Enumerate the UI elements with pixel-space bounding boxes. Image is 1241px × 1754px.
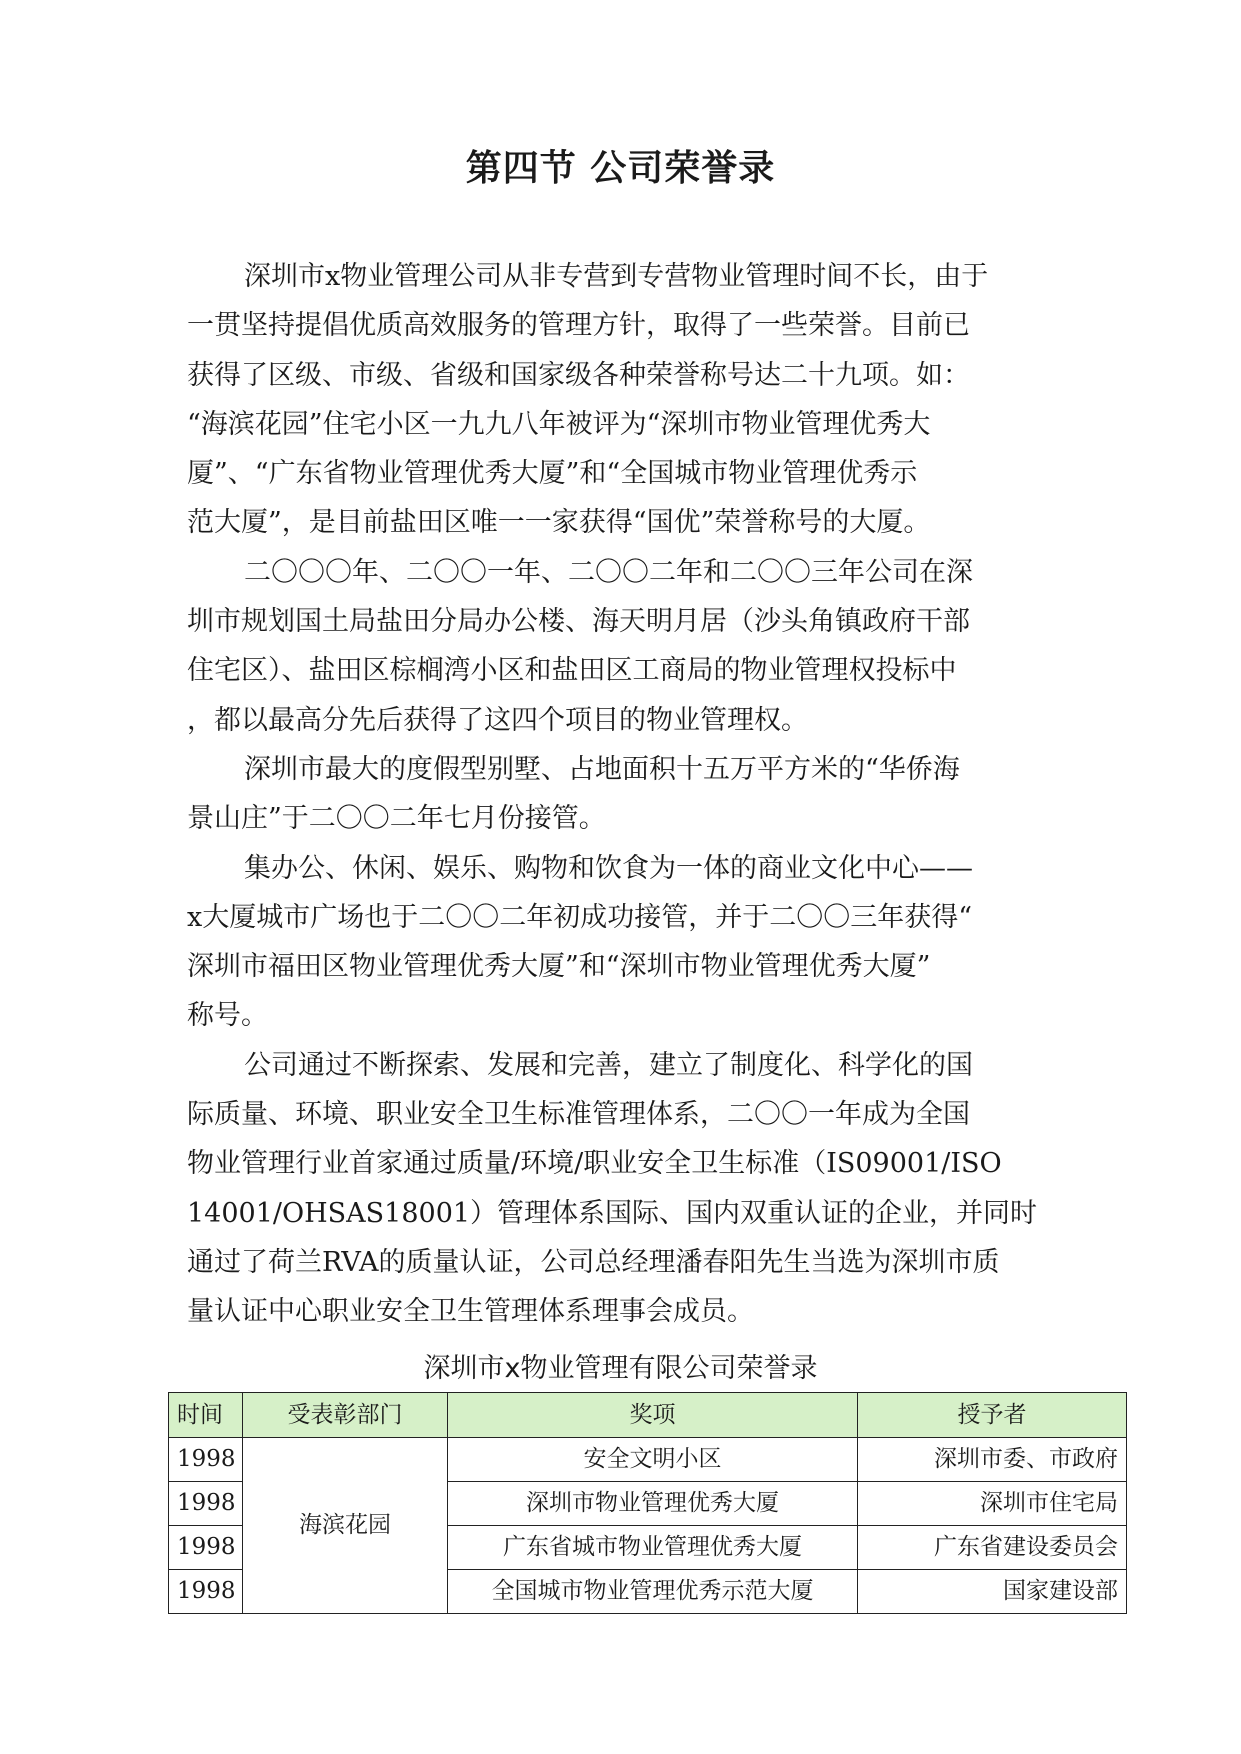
text-line: x大厦城市广场也于二〇〇二年初成功接管，并于二〇〇三年获得“	[187, 901, 973, 933]
cell-department: 海滨花园	[243, 1438, 448, 1614]
text-line: 深圳市最大的度假型别墅、占地面积十五万平方米的“华侨海	[244, 753, 960, 785]
text-line: 圳市规划国土局盐田分局办公楼、海天明月居（沙头角镇政府干部	[187, 606, 970, 638]
cell-year: 1998	[169, 1526, 243, 1570]
text-line: 量认证中心职业安全卫生管理体系理事会成员。	[187, 1296, 754, 1328]
cell-granter: 深圳市委、市政府	[858, 1438, 1127, 1482]
text-line: 14001/OHSAS18001）管理体系国际、国内双重认证的企业，并同时	[187, 1197, 1038, 1229]
text-line: 深圳市福田区物业管理优秀大厦”和“深圳市物业管理优秀大厦”	[187, 951, 931, 983]
cell-year: 1998	[169, 1438, 243, 1482]
cell-award: 深圳市物业管理优秀大厦	[448, 1482, 858, 1526]
cell-year: 1998	[169, 1482, 243, 1526]
header-time: 时间	[169, 1393, 243, 1438]
text-line: “海滨花园”住宅小区一九九八年被评为“深圳市物业管理优秀大	[187, 408, 931, 440]
body-text	[187, 252, 1042, 1337]
section-title: 第四节 公司荣誉录	[465, 148, 776, 189]
text-line: 公司通过不断探索、发展和完善，建立了制度化、科学化的国	[244, 1049, 973, 1081]
text-line: 集办公、休闲、娱乐、购物和饮食为一体的商业文化中心——	[244, 852, 973, 884]
header-granter: 授予者	[858, 1393, 1127, 1438]
paragraph-4	[187, 844, 1042, 1041]
cell-award: 全国城市物业管理优秀示范大厦	[448, 1570, 858, 1614]
text-line: 际质量、环境、职业安全卫生标准管理体系，二〇〇一年成为全国	[187, 1099, 970, 1131]
text-line: 获得了区级、市级、省级和国家级各种荣誉称号达二十九项。如：	[187, 359, 970, 391]
text-line: 通过了荷兰RVA的质量认证，公司总经理潘春阳先生当选为深圳市质	[187, 1246, 1000, 1278]
table-header-row	[169, 1393, 1127, 1438]
header-department: 受表彰部门	[243, 1393, 448, 1438]
cell-year: 1998	[169, 1570, 243, 1614]
cell-award: 广东省城市物业管理优秀大厦	[448, 1526, 858, 1570]
table-row	[169, 1438, 1127, 1482]
honor-table	[168, 1392, 1127, 1614]
cell-granter: 广东省建设委员会	[858, 1526, 1127, 1570]
text-line: ，都以最高分先后获得了这四个项目的物业管理权。	[187, 704, 808, 736]
paragraph-5	[187, 1041, 1042, 1337]
paragraph-2	[187, 548, 1042, 745]
cell-granter: 深圳市住宅局	[858, 1482, 1127, 1526]
text-line: 二〇〇〇年、二〇〇一年、二〇〇二年和二〇〇三年公司在深	[244, 556, 973, 588]
text-line: 范大厦”，是目前盐田区唯一一家获得“国优”荣誉称号的大厦。	[187, 507, 931, 539]
text-line: 称号。	[187, 1000, 268, 1032]
paragraph-3	[187, 745, 1042, 844]
table-title: 深圳市x物业管理有限公司荣誉录	[423, 1353, 818, 1384]
header-award: 奖项	[448, 1393, 858, 1438]
paragraph-1	[187, 252, 1042, 548]
text-line: 深圳市x物业管理公司从非专营到专营物业管理时间不长，由于	[244, 261, 989, 292]
cell-award: 安全文明小区	[448, 1438, 858, 1482]
text-line: 一贯坚持提倡优质高效服务的管理方针，取得了一些荣誉。目前已	[187, 310, 970, 342]
text-line: 景山庄”于二〇〇二年七月份接管。	[187, 803, 606, 835]
text-line: 厦”、“广东省物业管理优秀大厦”和“全国城市物业管理优秀示	[187, 458, 918, 490]
text-line: 住宅区）、盐田区棕榈湾小区和盐田区工商局的物业管理权投标中	[187, 655, 957, 687]
text-line: 物业管理行业首家通过质量/环境/职业安全卫生标准（IS09001/ISO	[187, 1148, 1002, 1180]
cell-granter: 国家建设部	[858, 1570, 1127, 1614]
